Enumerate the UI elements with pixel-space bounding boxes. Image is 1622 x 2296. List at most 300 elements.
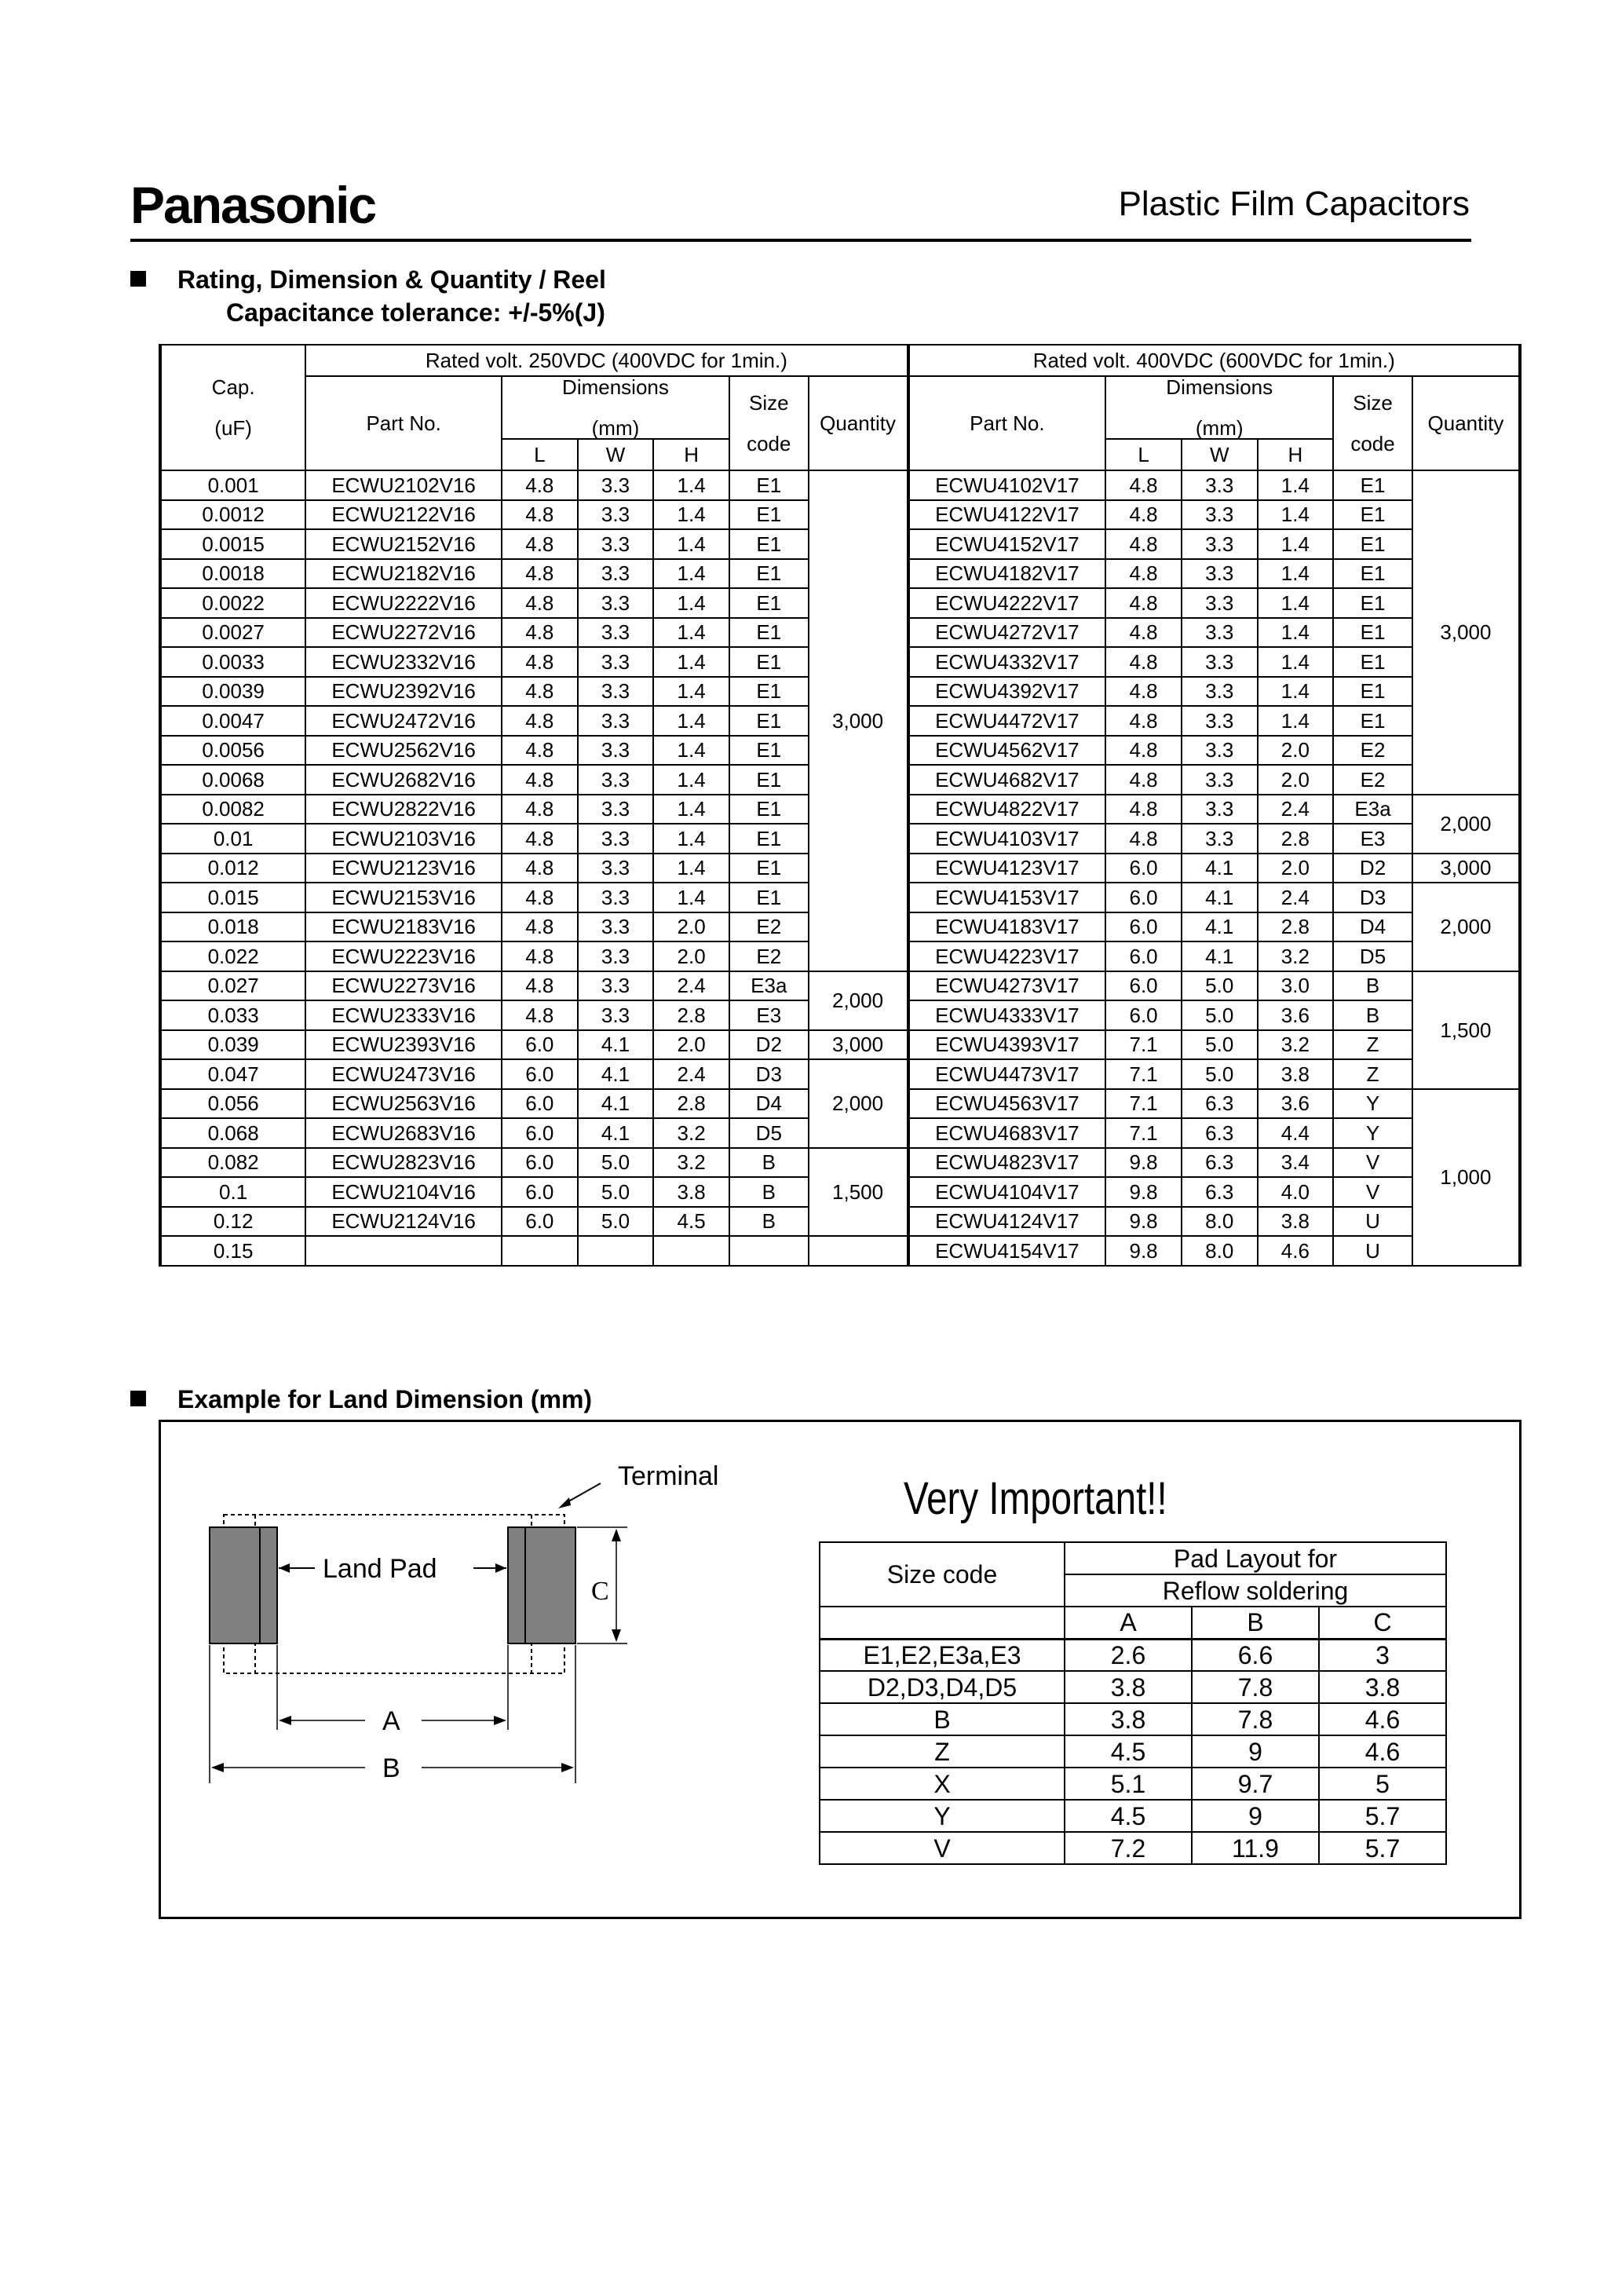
left-size-code-cell: E2	[729, 941, 809, 971]
right-size-code-cell: Y	[1333, 1118, 1412, 1148]
left-part-no-cell: ECWU2472V16	[305, 706, 502, 736]
left-part-no-cell: ECWU2152V16	[305, 529, 502, 559]
cap-cell: 0.0082	[160, 795, 305, 824]
right-size-code-cell: E3	[1333, 824, 1412, 854]
pad-code-cell: V	[820, 1832, 1065, 1864]
rating-table	[159, 344, 1522, 1267]
left-w-cell: 3.3	[578, 588, 654, 618]
right-h-cell: 4.6	[1258, 1236, 1334, 1266]
right-size-code-cell: E1	[1333, 618, 1412, 648]
right-part-no-cell: ECWU4152V17	[908, 529, 1106, 559]
left-w-cell: 3.3	[578, 971, 654, 1001]
left-size-code-cell: B	[729, 1148, 809, 1178]
right-h-cell: 3.2	[1258, 941, 1334, 971]
right-part-no-cell: ECWU4123V17	[908, 854, 1106, 883]
right-l-cell: 7.1	[1105, 1118, 1182, 1148]
right-size-code-cell: Y	[1333, 1089, 1412, 1119]
left-part-no-cell: ECWU2332V16	[305, 647, 502, 677]
left-l-cell: 4.8	[502, 500, 578, 530]
left-l-cell: 4.8	[502, 1000, 578, 1030]
right-h-cell: 1.4	[1258, 559, 1334, 589]
left-h-cell: 1.4	[653, 529, 729, 559]
left-h-cell: 3.8	[653, 1177, 729, 1207]
left-size-code-cell: E1	[729, 470, 809, 500]
left-part-no-cell: ECWU2392V16	[305, 677, 502, 707]
left-l-cell: 6.0	[502, 1059, 578, 1089]
left-size-code-cell	[729, 1236, 809, 1266]
right-h-cell: 3.2	[1258, 1030, 1334, 1060]
pad-layout-table	[819, 1541, 1447, 1865]
right-size-code-cell: E1	[1333, 677, 1412, 707]
right-size-code-cell: U	[1333, 1207, 1412, 1237]
right-h-cell: 3.0	[1258, 971, 1334, 1001]
left-size-code-cell: D4	[729, 1089, 809, 1119]
land-pad-diagram	[161, 1422, 758, 1830]
left-part-no-cell: ECWU2153V16	[305, 883, 502, 912]
left-size-code-cell: B	[729, 1177, 809, 1207]
left-size-code-header: Size code	[729, 376, 809, 470]
left-h-cell: 1.4	[653, 883, 729, 912]
pad-c-cell: 4.6	[1319, 1735, 1446, 1768]
pad-a-cell: 4.5	[1065, 1800, 1192, 1832]
left-w-cell: 3.3	[578, 470, 654, 500]
right-h-cell: 3.8	[1258, 1059, 1334, 1089]
right-l-cell: 6.0	[1105, 912, 1182, 942]
left-size-code-cell: E1	[729, 647, 809, 677]
right-w-cell: 3.3	[1182, 824, 1258, 854]
left-w-cell: 3.3	[578, 765, 654, 795]
left-w-header: W	[578, 439, 654, 470]
cap-cell: 0.068	[160, 1118, 305, 1148]
left-h-cell: 1.4	[653, 824, 729, 854]
right-w-cell: 4.1	[1182, 883, 1258, 912]
cap-header: Cap. (uF)	[160, 345, 305, 470]
right-w-cell: 3.3	[1182, 618, 1258, 648]
left-h-cell: 1.4	[653, 736, 729, 766]
cap-cell: 0.12	[160, 1207, 305, 1237]
right-part-no-cell: ECWU4823V17	[908, 1148, 1106, 1178]
left-h-cell: 3.2	[653, 1148, 729, 1178]
right-part-no-header: Part No.	[908, 376, 1106, 470]
pad-b-cell: 11.9	[1192, 1832, 1319, 1864]
right-w-cell: 3.3	[1182, 500, 1258, 530]
right-l-cell: 6.0	[1105, 883, 1182, 912]
left-size-code-cell: E1	[729, 883, 809, 912]
right-size-code-cell: D3	[1333, 883, 1412, 912]
left-size-code-cell: E1	[729, 559, 809, 589]
right-size-code-cell: E1	[1333, 529, 1412, 559]
right-part-no-cell: ECWU4223V17	[908, 941, 1106, 971]
right-part-no-cell: ECWU4102V17	[908, 470, 1106, 500]
table-row	[160, 971, 1520, 1001]
right-size-code-cell: Z	[1333, 1059, 1412, 1089]
cap-cell: 0.0039	[160, 677, 305, 707]
right-part-no-cell: ECWU4273V17	[908, 971, 1106, 1001]
a-arrow-left-icon	[279, 1716, 291, 1725]
right-size-code-cell: E3a	[1333, 795, 1412, 824]
right-part-no-cell: ECWU4183V17	[908, 912, 1106, 942]
cap-cell: 0.027	[160, 971, 305, 1001]
tolerance-subtitle: Capacitance tolerance: +/-5%(J)	[226, 298, 605, 327]
right-part-no-cell: ECWU4104V17	[908, 1177, 1106, 1207]
right-h-cell: 2.4	[1258, 795, 1334, 824]
left-part-no-cell: ECWU2182V16	[305, 559, 502, 589]
right-l-cell: 7.1	[1105, 1030, 1182, 1060]
right-l-cell: 4.8	[1105, 647, 1182, 677]
pad-col-a-header: A	[1065, 1607, 1192, 1639]
pad-b-cell: 9.7	[1192, 1768, 1319, 1800]
right-h-cell: 2.0	[1258, 736, 1334, 766]
left-quantity-cell: 2,000	[809, 971, 908, 1030]
left-h-cell: 2.0	[653, 941, 729, 971]
left-h-cell: 2.8	[653, 1089, 729, 1119]
right-w-cell: 6.3	[1182, 1118, 1258, 1148]
left-size-code-cell: E1	[729, 736, 809, 766]
right-h-cell: 1.4	[1258, 470, 1334, 500]
left-quantity-cell	[809, 1236, 908, 1266]
pad-b-cell: 7.8	[1192, 1703, 1319, 1735]
very-important-title: Very Important!!	[904, 1473, 1167, 1524]
pad-col-b-header: B	[1192, 1607, 1319, 1639]
right-h-cell: 3.8	[1258, 1207, 1334, 1237]
right-l-cell: 4.8	[1105, 529, 1182, 559]
pad-c-cell: 5.7	[1319, 1832, 1446, 1864]
square-bullet-icon	[130, 1391, 146, 1406]
pad-a-cell: 5.1	[1065, 1768, 1192, 1800]
right-part-no-cell: ECWU4333V17	[908, 1000, 1106, 1030]
left-part-no-cell: ECWU2272V16	[305, 618, 502, 648]
left-size-code-cell: E1	[729, 706, 809, 736]
cap-cell: 0.022	[160, 941, 305, 971]
cap-cell: 0.015	[160, 883, 305, 912]
pad-c-cell: 3	[1319, 1639, 1446, 1671]
cap-cell: 0.047	[160, 1059, 305, 1089]
left-w-cell: 5.0	[578, 1207, 654, 1237]
left-size-code-cell: E2	[729, 912, 809, 942]
left-h-cell: 1.4	[653, 500, 729, 530]
right-quantity-cell: 2,000	[1412, 795, 1520, 854]
right-l-cell: 7.1	[1105, 1089, 1182, 1119]
right-size-code-cell: V	[1333, 1148, 1412, 1178]
left-l-cell: 4.8	[502, 588, 578, 618]
right-part-no-cell: ECWU4103V17	[908, 824, 1106, 854]
cap-cell: 0.056	[160, 1089, 305, 1119]
left-h-cell	[653, 1236, 729, 1266]
left-h-cell: 1.4	[653, 559, 729, 589]
right-w-cell: 8.0	[1182, 1236, 1258, 1266]
pad-c-cell: 4.6	[1319, 1703, 1446, 1735]
left-l-cell: 4.8	[502, 470, 578, 500]
a-label: A	[382, 1706, 400, 1736]
left-l-cell: 6.0	[502, 1089, 578, 1119]
left-w-cell: 3.3	[578, 912, 654, 942]
left-l-cell: 4.8	[502, 912, 578, 942]
right-h-cell: 1.4	[1258, 500, 1334, 530]
left-l-cell: 6.0	[502, 1207, 578, 1237]
pad-a-cell: 7.2	[1065, 1832, 1192, 1864]
right-w-cell: 5.0	[1182, 1030, 1258, 1060]
right-w-cell: 4.1	[1182, 912, 1258, 942]
left-dimensions-header: Dimensions (mm)	[502, 376, 729, 439]
right-l-cell: 4.8	[1105, 824, 1182, 854]
left-l-cell: 4.8	[502, 736, 578, 766]
left-w-cell: 3.3	[578, 618, 654, 648]
right-h-cell: 1.4	[1258, 529, 1334, 559]
table-row	[820, 1671, 1446, 1703]
cap-cell: 0.0018	[160, 559, 305, 589]
right-l-cell: 4.8	[1105, 736, 1182, 766]
left-l-cell: 4.8	[502, 677, 578, 707]
right-w-cell: 3.3	[1182, 795, 1258, 824]
right-h-cell: 2.8	[1258, 912, 1334, 942]
right-h-header: H	[1258, 439, 1334, 470]
left-h-cell: 2.0	[653, 912, 729, 942]
right-w-cell: 4.1	[1182, 941, 1258, 971]
left-w-cell: 3.3	[578, 854, 654, 883]
header-divider	[130, 239, 1471, 242]
left-h-cell: 1.4	[653, 618, 729, 648]
c-label: C	[591, 1577, 609, 1606]
left-part-no-cell: ECWU2223V16	[305, 941, 502, 971]
right-part-no-cell: ECWU4682V17	[908, 765, 1106, 795]
right-w-cell: 3.3	[1182, 706, 1258, 736]
right-dimensions-header: Dimensions (mm)	[1105, 376, 1333, 439]
right-w-cell: 5.0	[1182, 1059, 1258, 1089]
left-size-code-cell: E1	[729, 588, 809, 618]
right-h-cell: 4.0	[1258, 1177, 1334, 1207]
right-part-no-cell: ECWU4392V17	[908, 677, 1106, 707]
right-part-no-cell: ECWU4822V17	[908, 795, 1106, 824]
cap-cell: 0.012	[160, 854, 305, 883]
right-h-cell: 1.4	[1258, 647, 1334, 677]
left-l-cell: 4.8	[502, 824, 578, 854]
right-quantity-cell: 3,000	[1412, 854, 1520, 883]
document-title: Plastic Film Capacitors	[1118, 185, 1470, 223]
left-part-no-cell: ECWU2102V16	[305, 470, 502, 500]
left-part-no-cell: ECWU2393V16	[305, 1030, 502, 1060]
right-size-code-cell: E1	[1333, 559, 1412, 589]
right-h-cell: 3.6	[1258, 1000, 1334, 1030]
left-l-cell: 6.0	[502, 1118, 578, 1148]
terminal-label: Terminal	[618, 1461, 719, 1491]
pad-code-cell: D2,D3,D4,D5	[820, 1671, 1065, 1703]
left-w-cell: 3.3	[578, 941, 654, 971]
right-h-cell: 3.6	[1258, 1089, 1334, 1119]
left-part-no-cell: ECWU2103V16	[305, 824, 502, 854]
rating-section-title: Rating, Dimension & Quantity / Reel	[177, 265, 606, 294]
land-section-title: Example for Land Dimension (mm)	[177, 1385, 593, 1413]
left-size-code-cell: E1	[729, 854, 809, 883]
left-quantity-cell: 2,000	[809, 1059, 908, 1148]
left-w-cell: 3.3	[578, 559, 654, 589]
left-h-cell: 1.4	[653, 706, 729, 736]
right-part-no-cell: ECWU4472V17	[908, 706, 1106, 736]
left-l-cell: 4.8	[502, 971, 578, 1001]
c-arrow-up-icon	[612, 1529, 621, 1541]
right-size-code-cell: E1	[1333, 647, 1412, 677]
c-arrow-down-icon	[612, 1629, 621, 1642]
right-h-cell: 1.4	[1258, 588, 1334, 618]
left-l-cell: 4.8	[502, 647, 578, 677]
terminal-leader-line	[564, 1483, 601, 1504]
pad-a-cell: 3.8	[1065, 1703, 1192, 1735]
right-quantity-header: Quantity	[1412, 376, 1520, 470]
left-w-cell	[578, 1236, 654, 1266]
table-row	[820, 1703, 1446, 1735]
left-l-cell: 4.8	[502, 941, 578, 971]
right-w-cell: 6.3	[1182, 1177, 1258, 1207]
left-size-code-cell: E1	[729, 529, 809, 559]
right-size-code-cell: E1	[1333, 588, 1412, 618]
b-arrow-right-icon	[561, 1763, 574, 1772]
left-h-cell: 1.4	[653, 647, 729, 677]
left-size-code-cell: E1	[729, 677, 809, 707]
cap-cell: 0.1	[160, 1177, 305, 1207]
left-l-cell: 4.8	[502, 854, 578, 883]
cap-cell: 0.001	[160, 470, 305, 500]
pad-c-cell: 3.8	[1319, 1671, 1446, 1703]
left-w-cell: 4.1	[578, 1030, 654, 1060]
right-size-code-cell: U	[1333, 1236, 1412, 1266]
right-w-cell: 3.3	[1182, 588, 1258, 618]
left-size-code-cell: E3a	[729, 971, 809, 1001]
right-w-cell: 3.3	[1182, 647, 1258, 677]
pad-table-body	[820, 1639, 1446, 1864]
left-h-cell: 2.8	[653, 1000, 729, 1030]
right-l-cell: 7.1	[1105, 1059, 1182, 1089]
right-part-no-cell: ECWU4182V17	[908, 559, 1106, 589]
right-w-cell: 5.0	[1182, 1000, 1258, 1030]
left-size-code-cell: E1	[729, 765, 809, 795]
right-l-header: L	[1105, 439, 1182, 470]
pad-a-cell: 4.5	[1065, 1735, 1192, 1768]
left-w-cell: 3.3	[578, 647, 654, 677]
left-l-cell: 4.8	[502, 765, 578, 795]
table-row	[820, 1639, 1446, 1671]
land-section-heading	[130, 1384, 592, 1417]
left-w-cell: 3.3	[578, 677, 654, 707]
right-h-cell: 1.4	[1258, 677, 1334, 707]
right-size-code-cell: B	[1333, 971, 1412, 1001]
land-pad-arrow-right-icon	[495, 1563, 506, 1573]
left-w-cell: 3.3	[578, 795, 654, 824]
left-size-code-cell: E1	[729, 500, 809, 530]
right-l-cell: 9.8	[1105, 1148, 1182, 1178]
pad-code-cell: Z	[820, 1735, 1065, 1768]
left-w-cell: 4.1	[578, 1059, 654, 1089]
left-h-cell: 2.4	[653, 1059, 729, 1089]
cap-cell: 0.039	[160, 1030, 305, 1060]
left-w-cell: 5.0	[578, 1148, 654, 1178]
left-h-cell: 1.4	[653, 854, 729, 883]
a-arrow-right-icon	[494, 1716, 506, 1725]
left-w-cell: 4.1	[578, 1089, 654, 1119]
left-h-cell: 1.4	[653, 765, 729, 795]
pad-code-cell: Y	[820, 1800, 1065, 1832]
right-h-cell: 4.4	[1258, 1118, 1334, 1148]
right-l-cell: 6.0	[1105, 971, 1182, 1001]
right-size-code-cell: E1	[1333, 470, 1412, 500]
pad-b-cell: 9	[1192, 1800, 1319, 1832]
cap-cell: 0.0015	[160, 529, 305, 559]
right-h-cell: 1.4	[1258, 618, 1334, 648]
left-voltage-group-header: Rated volt. 250VDC (400VDC for 1min.)	[305, 345, 908, 376]
right-size-code-cell: E1	[1333, 706, 1412, 736]
right-l-cell: 4.8	[1105, 588, 1182, 618]
right-h-cell: 2.8	[1258, 824, 1334, 854]
left-size-code-cell: E1	[729, 824, 809, 854]
left-size-code-cell: E1	[729, 795, 809, 824]
right-w-cell: 3.3	[1182, 470, 1258, 500]
right-l-cell: 6.0	[1105, 1000, 1182, 1030]
cap-cell: 0.018	[160, 912, 305, 942]
cap-cell: 0.0022	[160, 588, 305, 618]
right-h-cell: 3.4	[1258, 1148, 1334, 1178]
left-part-no-header: Part No.	[305, 376, 502, 470]
right-size-code-cell: E2	[1333, 736, 1412, 766]
rating-section-heading	[130, 264, 606, 329]
right-w-cell: 3.3	[1182, 736, 1258, 766]
right-h-cell: 2.0	[1258, 765, 1334, 795]
left-h-cell: 1.4	[653, 677, 729, 707]
left-size-code-cell: D2	[729, 1030, 809, 1060]
left-part-no-cell: ECWU2122V16	[305, 500, 502, 530]
table-row	[820, 1800, 1446, 1832]
right-l-cell: 4.8	[1105, 618, 1182, 648]
pad-b-cell: 6.6	[1192, 1639, 1319, 1671]
left-w-cell: 3.3	[578, 500, 654, 530]
cap-cell: 0.0047	[160, 706, 305, 736]
left-w-cell: 3.3	[578, 824, 654, 854]
left-quantity-header: Quantity	[809, 376, 908, 470]
left-w-cell: 5.0	[578, 1177, 654, 1207]
right-part-no-cell: ECWU4393V17	[908, 1030, 1106, 1060]
left-h-cell: 1.4	[653, 795, 729, 824]
pad-code-cell: E1,E2,E3a,E3	[820, 1639, 1065, 1671]
left-h-header: H	[653, 439, 729, 470]
left-l-cell: 4.8	[502, 883, 578, 912]
right-l-cell: 4.8	[1105, 706, 1182, 736]
left-l-cell: 4.8	[502, 559, 578, 589]
cap-cell: 0.033	[160, 1000, 305, 1030]
left-part-no-cell: ECWU2823V16	[305, 1148, 502, 1178]
right-h-cell: 2.4	[1258, 883, 1334, 912]
right-w-cell: 8.0	[1182, 1207, 1258, 1237]
left-w-cell: 3.3	[578, 1000, 654, 1030]
right-size-code-cell: Z	[1333, 1030, 1412, 1060]
right-part-no-cell: ECWU4124V17	[908, 1207, 1106, 1237]
land-pad-right	[508, 1527, 575, 1643]
left-part-no-cell: ECWU2104V16	[305, 1177, 502, 1207]
right-l-cell: 4.8	[1105, 795, 1182, 824]
cap-cell: 0.0056	[160, 736, 305, 766]
left-part-no-cell: ECWU2682V16	[305, 765, 502, 795]
right-w-cell: 3.3	[1182, 559, 1258, 589]
left-l-cell: 4.8	[502, 529, 578, 559]
pad-empty-header	[820, 1607, 1065, 1639]
pad-col-c-header: C	[1319, 1607, 1446, 1639]
right-l-cell: 9.8	[1105, 1236, 1182, 1266]
right-w-cell: 6.3	[1182, 1148, 1258, 1178]
left-l-cell	[502, 1236, 578, 1266]
right-size-code-cell: D4	[1333, 912, 1412, 942]
cap-cell: 0.0012	[160, 500, 305, 530]
pad-c-cell: 5.7	[1319, 1800, 1446, 1832]
cap-cell: 0.0068	[160, 765, 305, 795]
pad-b-cell: 7.8	[1192, 1671, 1319, 1703]
left-h-cell: 4.5	[653, 1207, 729, 1237]
left-l-cell: 6.0	[502, 1030, 578, 1060]
